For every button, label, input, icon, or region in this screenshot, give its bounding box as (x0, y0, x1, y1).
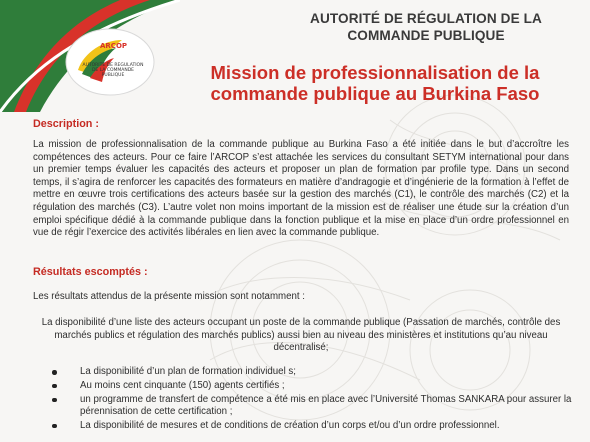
list-item-text: La disponibilité de mesures et de conditions de création d’un corps et/ou d’un ordre professionnel. (80, 419, 500, 431)
bullet-icon (52, 370, 57, 375)
description-text: La mission de professionnalisation de la commande publique au Burkina Faso a été initiée dans le but d’accroître les compétences des acteurs. Pour ce faire l’ARCOP s’est attachée les services du consultant SETYM international pour dans un premier temps évaluer les capacités des acteurs et proposer un plan de formation par profile type. Dans un second temps, il s’agira de renforcer les capacités des formateurs en matière d’andragogie et d’ingénierie de la formation à l’effet de mettre en œuvre trois certifications des acteurs basée sur la gestion des marchés (C1), le contrôle des marchés (C2) et la régulation des marchés (C3). L’autre volet non moins important de la mission est de réaliser une étude sur la création d’un emploi spécifique dédié à la commande publique dans la fonction publique et la mise en place d’un ordre professionnel en vue de régir l’exercice des activités libérales en lien avec la commande publique. (33, 139, 569, 239)
results-paragraph: La disponibilité d’une liste des acteurs occupant un poste de la commande publique (Passation de marchés, contrôle des marchés publics et régulation des marchés publics) aussi bien au niveau des ministères et institutions qu’au niveau décentralisé; (41, 317, 561, 354)
mission-title: Mission de professionnalisation de la commande publique au Burkina Faso (210, 62, 540, 104)
logo-acronym: ARCOP (100, 42, 128, 50)
bullet-icon (52, 398, 57, 403)
bullet-icon (52, 424, 57, 429)
list-item (52, 394, 582, 418)
list-item (52, 420, 582, 432)
list-item (52, 366, 582, 378)
arcop-logo (60, 26, 156, 98)
list-item-text: La disponibilité d’un plan de formation individuel s; (80, 366, 296, 377)
list-item-text: un programme de transfert de compétence a été mis en place avec l’Université Thomas SANKARA pour assurer la pérennisation de cette certification ; (80, 393, 572, 417)
logo-caption: AUTORITE DE REGULATION DE LA COMMANDE PUBLIQUE (82, 63, 144, 78)
results-intro: Les résultats attendus de la présente mission sont notamment : (33, 291, 305, 302)
results-heading: Résultats escomptés : (33, 266, 148, 278)
bullet-icon (52, 384, 57, 389)
results-list (52, 366, 582, 433)
description-heading: Description : (33, 118, 99, 130)
list-item-text: Au moins cent cinquante (150) agents certifiés ; (80, 379, 285, 391)
list-item (52, 380, 582, 392)
organization-title: AUTORITÉ DE RÉGULATION DE LA COMMANDE PUBLIQUE (310, 11, 542, 43)
